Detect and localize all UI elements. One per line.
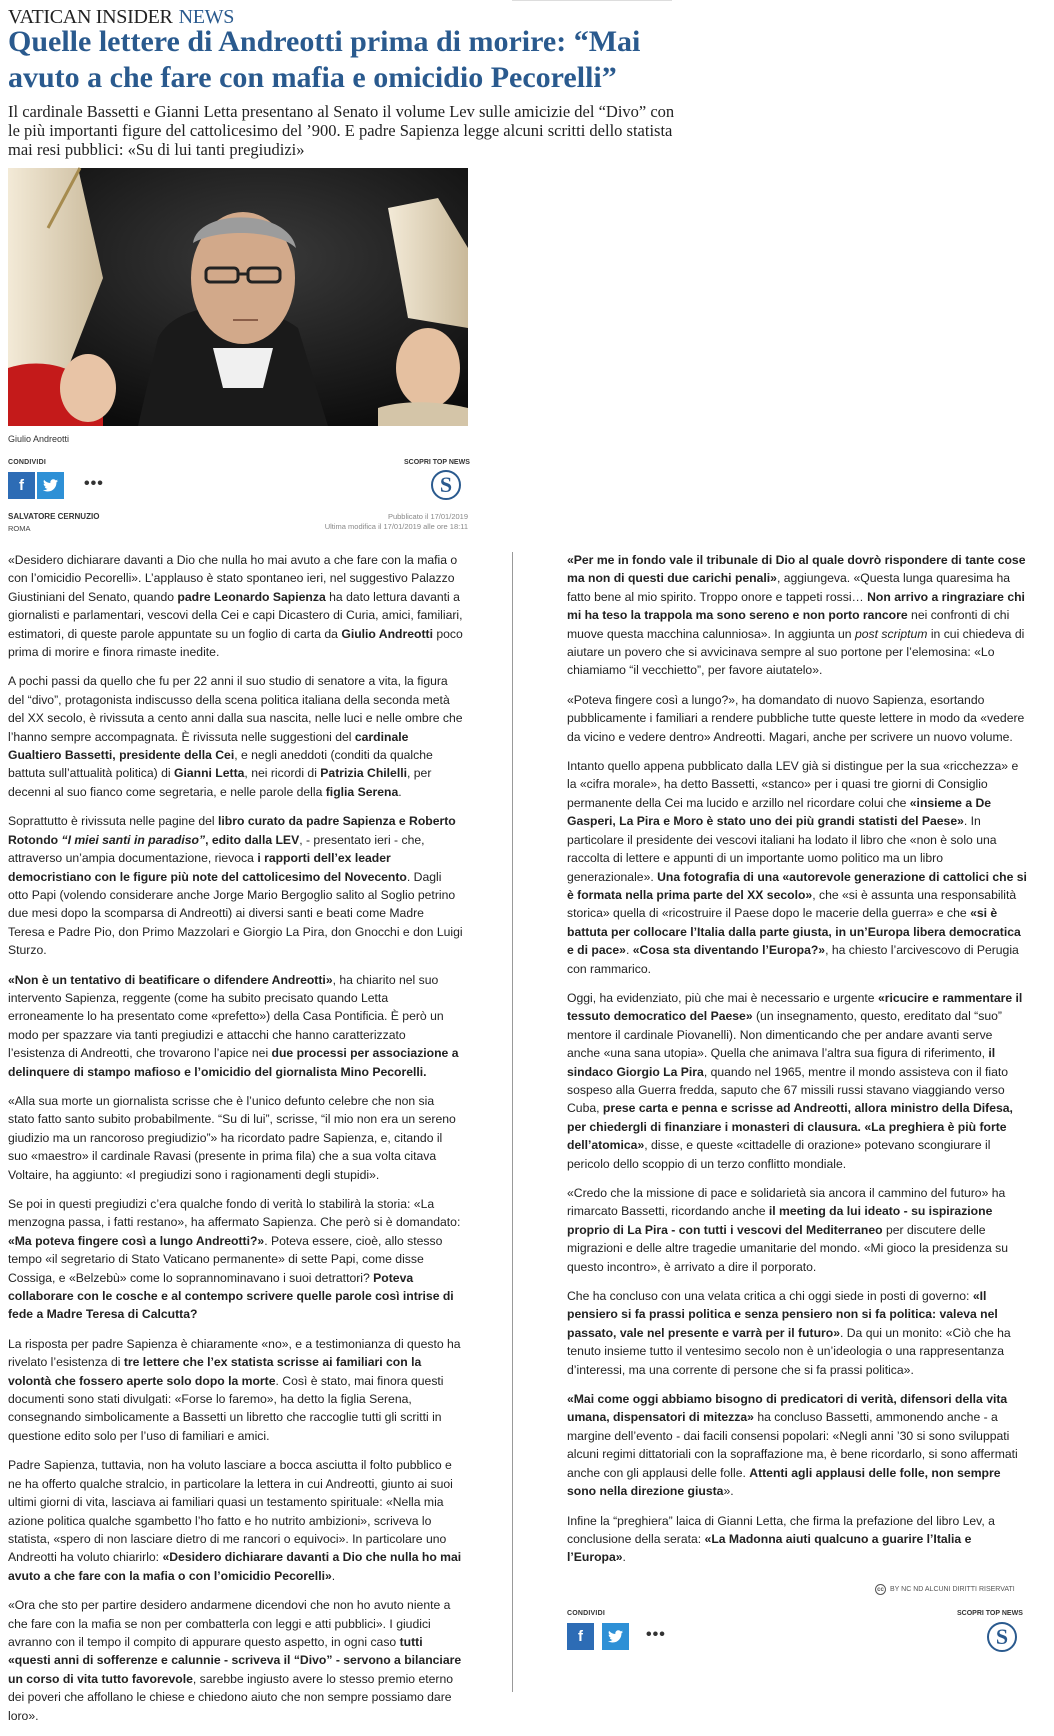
body-paragraph: «Non è un tentativo di beatificare o difendere Andreotti», ha chiarito nel suo intervento Sapienza, reggente (come ha subito precisato quando Letta erroneamente lo ha presentato come «prefetto») della Casa Pontificia. È però un modo per spazzare via tanti pregiudizi e attacchi che hanno caratterizzato l’esistenza di Andreotti, che trovarono l’apice nei due processi per associazione a delinquere di stampo mafioso e l’omicidio del giornalista Mino Pecorelli. [8,972,459,1079]
license-notice[interactable] [875,1584,1015,1595]
facebook-share-button-bottom[interactable] [567,1623,594,1650]
published-date: Pubblicato il 17/01/2019 [387,512,468,521]
twitter-icon [608,1630,623,1643]
brand-name: VATICAN INSIDER [8,6,173,28]
body-paragraph: A pochi passi da quello che fu per 22 anni il suo studio di senatore a vita, la figura del “divo”, protagonista indiscusso della scena politica italiana della seconda metà del XX secolo, è rivissuta a cento anni dalla sua nascita, nelle luci e nelle ombre che l’hanno sempre accompagnata. È rivissuta nelle suggestioni del cardinale Gualtiero Bassetti, presidente della Cei, e negli aneddoti (conditi da qualche battuta sull’attualità politica) di Gianni Letta, nei ricordi di Patrizia Chilelli, per decenni al suo fianco come segretaria, e nelle parole della figlia Serena. [8,674,463,799]
share-label-bottom: CONDIVIDI [567,1610,605,1617]
article-author[interactable]: SALVATORE CERNUZIO [8,512,100,521]
twitter-icon [43,479,58,492]
modified-date: Ultima modifica il 17/01/2019 alle ore 18:11 [324,522,468,531]
top-news-logo-bottom[interactable]: S [987,1622,1017,1652]
facebook-icon: f [19,477,24,494]
body-paragraph: Oggi, ha evidenziato, più che mai è necessario e urgente «ricucire e rammentare il tessuto democratico del Paese» (un insegnamento, questo, ereditato dal “suo” mentore il cardinale Piovanelli). Non dimenticando che per andare avanti serve anche «una sana utopia». Quella che animava l’altra sua figura di riferimento, il sindaco Giorgio La Pira, quando nel 1965, mentre il mondo assisteva con il fiato sospeso alla Guerra fredda, saputo che 67 missili russi stavano viaggiando verso Cuba, prese carta e penna e scrisse ad Andreotti, allora ministro della Difesa, per chiedergli di finanziare i monasteri di clausura. «La preghiera è più forte dell’atomica», disse, e queste «cittadelle di orazione» potevano scongiurare il pericolo dello scoppio di un terzo conflitto mondiale. [567,990,1023,1171]
twitter-share-button-bottom[interactable] [602,1623,629,1650]
top-rule [512,0,672,1]
article-headline: Quelle lettere di Andreotti prima di morire: “Mai avuto a che fare con mafia e omicidio Pecorelli” [8,25,641,94]
body-paragraph: «Desidero dichiarare davanti a Dio che nulla ho mai avuto a che fare con la mafia o con l’omicidio Pecorelli». L’applauso è stato spontaneo ieri, nel suggestivo Palazzo Giustiniani del Senato, quando padre Leonardo Sapienza ha dato lettura davanti a giornalisti e parlamentari, vescovi della Cei e capi Dicastero di Curia, amici, familiari, estimatori, di queste parole appuntate su un foglio di carta da Giulio Andreotti poco prima di morire e finora rimaste inedite. [8,553,463,660]
column-divider [512,552,513,1692]
body-paragraph: Padre Sapienza, tuttavia, non ha voluto lasciare a bocca asciutta il folto pubblico e ne ha offerto qualche stralcio, in particolare la lettera in cui Andreotti, giunto ai suoi ultimi giorni di vita, lasciava ai familiari quasi un testamento spirituale: «Nella mia azione politica qualche sgambetto l’ho fatto e ho nutrito ambizioni», scriveva lo statista, «spero di non lasciare dietro di me rancori o equivoci». In particolare uno Andreotti ha voluto chiarirlo: «Desidero dichiarare davanti a Dio che nulla ho mai avuto a che fare con la mafia o con l’omicidio Pecorelli». [8,1458,462,1583]
body-paragraph: Intanto quello appena pubblicato dalla LEV già si distingue per la sua «ricchezza» e la «cifra morale», ha detto Bassetti, «stanco» per i quasi tre giorni di Consiglio permanente della Cei ma lucido e arzillo nel ricordare colui che «insieme a De Gasperi, La Pira e Moro è stato uno dei più grandi statisti del Paese». In particolare il presidente dei vescovi italiani ha lodato il libro che «non è solo una raccolta di lettere e appunti di un importante uomo politico ma un libro generazionale». Una fotografia di una «autorevole generazione di cattolici che si è formata nella prima parte del XX secolo», che «si è assunta una responsabilità storica» quella di «ricostruire il Paese dopo le macerie della guerra» e che «si è battuta per collocare l’Italia dalla parte giusta, in un’Europa libera democratica e di pace». «Cosa sta diventando l’Europa?», ha chiesto l’arcivescovo di Perugia con rammarico. [567,759,1027,976]
publication-dates [325,512,468,532]
creative-commons-icon: cc [875,1584,886,1595]
body-paragraph: Soprattutto è rivissuta nelle pagine del libro curato da padre Sapienza e Roberto Rotondo “I miei santi in paradiso”, edito dalla LEV, - presentato ieri - che, attraverso un’ampia documentazione, rievoca i rapporti dell’ex leader democristiano con le figure più note del cattolicesimo del Novecento. Dagli otto Papi (volendo considerare anche Jorge Mario Bergoglio salito al Soglio petrino due mesi dopo la scomparsa di Andreotti) ai diversi santi e beati come Madre Teresa e Padre Pio, don Primo Mazzolari e Giorgio La Pira, don Gnocchi e don Luigi Sturzo. [8,814,463,958]
brand-section[interactable]: NEWS [178,6,235,28]
body-paragraph: Infine la “preghiera” laica di Gianni Letta, che firma la prefazione del libro Lev, a conclusione della serata: «La Madonna aiuti qualcuno a guarire l’Italia e l’Europa». [567,1513,995,1565]
body-paragraph: «Per me in fondo vale il tribunale di Dio al quale dovrò rispondere di tante cose ma non di questi due carichi penali», aggiungeva. «Questa lunga quaresima ha fatto bene al mio spirito. Troppo onore e tappeti rossi… Non arrivo a ringraziare chi mi ha teso la trappola ma sono sereno e non porto rancore nei confronti di chi muove questa macchina calunniosa». In aggiunta un post scriptum in cui chiedeva di aiutare un povero che si avvicinava sempre al suo portone per l’elemosina: «Lo chiamiamo “il vecchietto”, per favore aiutatelo». [567,553,1026,678]
body-paragraph: «Mai come oggi abbiamo bisogno di predicatori di verità, difensori della vita umana, dispensatori di mitezza» ha concluso Bassetti, ammonendo anche - a margine dell’evento - dai facili consensi popolari: «Negli anni ’30 si sono sviluppati alcuni regimi dittatoriali con la sopraffazione ma, è bene ricordarlo, si sono affermati anche con gli applausi delle folle. Attenti agli applausi delle folle, non sempre sono nella direzione giusta». [567,1392,1018,1499]
article-hero-image [8,168,468,426]
body-paragraph: «Ora che sto per partire desidero andarmene dicendovi che non ho avuto niente a che fare con la mafia se non per combatterla con leggi e atti pubblici». I giudici avranno con il tempo il compito di appurare questo aspetto, in ogni caso tutti «questi anni di sofferenze e calunnie - scriveva il “Divo” - servono a bilanciare un corso di vita tutto favorevole, sarebbe ingiusto avere lo stesso premio eterno dei poveri che affollano le chiese e chiedono aiuto che non sempre possiamo dare loro». [8,1598,462,1723]
body-paragraph: Che ha concluso con una velata critica a chi oggi siede in posti di governo: «Il pensiero si fa prassi politica e senza pensiero non si fa politica: valeva nel passato, vale nel presente e varrà per il futuro». Da qui un monito: «Ciò che ha tenuto insieme tutto il ventesimo secolo non è un’ideologia o una rappresentanza d’interessi, ma una corrente di persone che si fa prassi politica». [567,1289,1011,1377]
image-caption: Giulio Andreotti [8,434,70,444]
more-share-button[interactable]: ••• [84,475,104,492]
body-paragraph: La risposta per padre Sapienza è chiaramente «no», e a testimonianza di questo ha rivelato l’esistenza di tre lettere che l’ex statista scrisse ai familiari con la volontà che fossero aperte solo dopo la morte. Così è stato, mai finora questi documenti sono stati divulgati: «Forse lo faremo», ha detto la figlia Serena, consegnando simbolicamente a Bassetti un libretto che raccoglie tutti gli scritti in questione edito solo per l’uso di familiari e amici. [8,1336,461,1443]
facebook-icon: f [578,1628,583,1645]
twitter-share-button[interactable] [37,472,64,499]
article-standfirst: Il cardinale Bassetti e Gianni Letta presentano al Senato il volume Lev sulle amicizie del “Divo” con le più importanti figure del cattolicesimo del ’900. E padre Sapienza legge alcuni scritti dello statista mai resi pubblici: «Su di lui tanti pregiudizi» [8,102,675,159]
top-news-label-bottom: SCOPRI TOP NEWS [957,1610,1023,1617]
article-place: ROMA [8,524,31,533]
more-share-button-bottom[interactable]: ••• [646,1626,666,1643]
license-text: BY NC ND ALCUNI DIRITTI RISERVATI [890,1586,1015,1593]
article-body-right [567,551,1027,1578]
top-news-label: SCOPRI TOP NEWS [404,459,470,466]
article-body-left [8,551,463,1736]
body-paragraph: «Poteva fingere così a lungo?», ha domandato di nuovo Sapienza, esortando pubblicamente i familiari a rendere pubbliche tutte queste lettere in modo da «vedere da vicino e vedere dentro» Andreotti. Magari, anche per scrivere un nuovo volume. [567,692,1025,744]
body-paragraph: «Alla sua morte un giornalista scrisse che è l’unico defunto celebre che non sia stato fatto santo subito probabilmente. “Su di lui”, scrisse, “il mio non era un sereno giudizio ma un rancoroso pregiudizio”» ha ricordato padre Sapienza, e, citando il suo «maestro» il cardinale Ravasi (presente in prima fila) che a sua volta citava Voltaire, ha aggiunto: «I pregiudizi sono i ragionamenti degli stupidi». [8,1093,456,1182]
top-news-logo[interactable]: S [431,470,461,500]
body-paragraph: Se poi in questi pregiudizi c’era qualche fondo di verità lo stabilirà la storia: «La menzogna passa, i fatti restano», ha affermato Sapienza. Che però si è domandato: «Ma poteva fingere così a lungo Andreotti?». Poteva essere, cioè, allo stesso tempo «il segretario di Stato Vaticano permanente» di sette Papi, come disse Cossiga, e «Belzebù» come lo soprannominavano i suoi detrattori? Poteva collaborare con le cosche e al contempo scrivere quelle parole così intrise di fede a Madre Teresa di Calcutta? [8,1197,461,1322]
share-label: CONDIVIDI [8,459,46,466]
facebook-share-button[interactable] [8,472,35,499]
body-paragraph: «Credo che la missione di pace e solidarietà sia ancora il cammino del futuro» ha rimarcato Bassetti, ricordando anche il meeting da lui ideato - su ispirazione proprio di La Pira - con tutti i vescovi del Mediterraneo per discutere delle migrazioni e delle altre tragedie umanitarie del mondo. «Mi gioco la presidenza su questo incontro», è arrivato a dire il porporato. [567,1186,1009,1274]
